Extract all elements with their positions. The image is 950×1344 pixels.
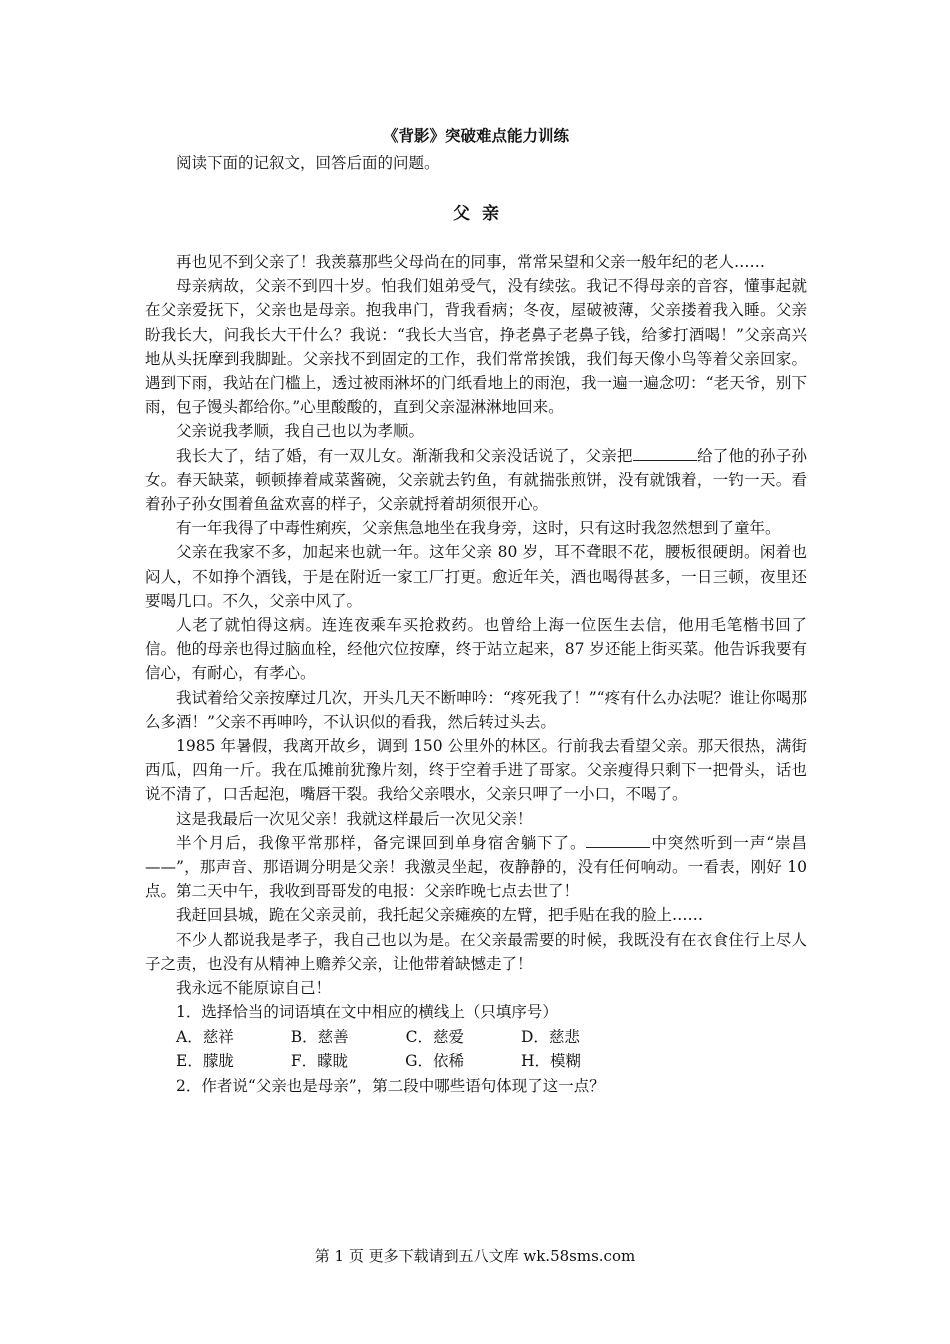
paragraph: 我赶回县城，跪在父亲灵前，我托起父亲瘫痪的左臂，把手贴在我的脸上……	[176, 906, 704, 925]
option-a: A．慈祥	[176, 1027, 234, 1046]
reading-instruction: 阅读下面的记叙文，回答后面的问题。	[176, 154, 440, 172]
options-row-1	[145, 1025, 807, 1050]
document-body	[145, 122, 807, 1099]
fill-blank-1	[633, 446, 697, 461]
paragraph: 不少人都说我是孝子，我自己也以为是。在父亲最需要的时候，我既没有在衣食住行上尽人子之责，也没有从精神上赡养父亲，让他带着缺憾走了！	[145, 930, 807, 973]
document-title: 《背影》突破难点能力训练	[382, 126, 569, 145]
page-footer: 第 1 页 更多下载请到五八文库 wk.58sms.com	[314, 1247, 636, 1265]
question-1: 1．选择恰当的词语填在文中相应的横线上（只填序号）	[176, 1003, 558, 1022]
options-row-2	[145, 1049, 807, 1074]
option-b: B．慈善	[290, 1027, 349, 1046]
paragraph-text: 半个月后，我像平常那样，备完课回到单身宿舍躺下了。	[176, 833, 587, 852]
option-d: D．慈悲	[520, 1027, 580, 1046]
question-2: 2．作者说“父亲也是母亲”，第二段中哪些语句体现了这一点？	[176, 1077, 605, 1096]
paragraph: 这是我最后一次见父亲！我就这样最后一次见父亲！	[176, 809, 533, 828]
story-title: 父亲	[453, 204, 511, 224]
option-c: C．慈爱	[405, 1027, 464, 1046]
paragraph: 人老了就怕得这病。连连夜乘车买抢救药。也曾给上海一位医生去信，他用毛笔楷书回了信。他的母亲也得过脑血栓，经他穴位按摩，终于站立起来，87 岁还能上街买菜。他告诉我要有信心，有耐心，有孝心。	[145, 616, 807, 683]
option-f: F．矇眬	[290, 1052, 349, 1071]
paragraph-text: 给了他的孙子孙女。春天缺菜，顿顿捧着咸菜酱碗，父亲就去钓鱼，有就揣张煎饼，没有就饿着，一钓一天。看着孙子孙女围着鱼盆欢喜的样子，父亲就捋着胡须很开心。	[145, 446, 807, 514]
paragraph-with-blank	[145, 831, 807, 904]
paragraph: 1985 年暑假，我离开故乡，调到 150 公里外的林区。行前我去看望父亲。那天很热，满街西瓜，四角一斤。我在瓜摊前犹豫片刻，终于空着手进了哥家。父亲瘦得只剩下一把骨头，话也说不清了，口舌起泡，嘴唇干裂。我给父亲喂水，父亲只呷了一小口，不喝了。	[145, 737, 807, 804]
paragraph: 母亲病故，父亲不到四十岁。怕我们姐弟受气，没有续弦。我记不得母亲的音容，懂事起就在父亲爱抚下，父亲也是母亲。抱我串门，背我看病；冬夜，屋破被薄，父亲搂着我入睡。父亲盼我长大，问我长大干什么？我说：“我长大当官，挣老鼻子老鼻子钱，给爹打酒喝！”父亲高兴地从头抚摩到我脚趾。父亲找不到固定的工作，我们常常挨饿，我们每天像小鸟等着父亲回家。遇到下雨，我站在门槛上，透过被雨淋坏的门纸看地上的雨泡，我一遍一遍念叨：“老天爷，别下雨，包子馒头都给你。”心里酸酸的，直到父亲湿淋淋地回来。	[145, 277, 807, 417]
paragraph: 我试着给父亲按摩过几次，开头几天不断呻吟：“疼死我了！”“疼有什么办法呢？谁让你喝那么多酒！”父亲不再呻吟，不认识似的看我，然后转过头去。	[145, 688, 807, 731]
paragraph: 有一年我得了中毒性痢疾，父亲焦急地坐在我身旁，这时，只有这时我忽然想到了童年。	[176, 519, 781, 538]
option-g: G．依稀	[405, 1052, 464, 1071]
paragraph: 再也见不到父亲了！我羡慕那些父母尚在的同事，常常呆望和父亲一般年纪的老人……	[176, 253, 766, 271]
paragraph-text: 我长大了，结了婚，有一双儿女。渐渐我和父亲没话说了，父亲把	[176, 446, 633, 465]
paragraph: 父亲在我家不多，加起来也就一年。这年父亲 80 岁，耳不聋眼不花，腰板很硬朗。闲着也闷人，不如挣个酒钱，于是在附近一家工厂打更。愈近年关，酒也喝得甚多，一日三顿，夜里还要喝几口。不久，父亲中风了。	[145, 543, 807, 610]
paragraph: 我永远不能原谅自己！	[176, 979, 332, 998]
paragraph: 父亲说我孝顺，我自己也以为孝顺。	[176, 422, 425, 441]
fill-blank-2	[586, 833, 650, 848]
paragraph-text: 中突然听到一声“崇昌——”，那声音、那语调分明是父亲！我激灵坐起，夜静静的，没有任何响动。一看表，刚好 10 点。第二天中午，我收到哥哥发的电报：父亲昨晚七点去世了！	[145, 833, 807, 901]
option-e: E．朦胧	[176, 1052, 234, 1071]
option-h: H．模糊	[520, 1052, 582, 1071]
paragraph-with-blank	[145, 444, 807, 517]
